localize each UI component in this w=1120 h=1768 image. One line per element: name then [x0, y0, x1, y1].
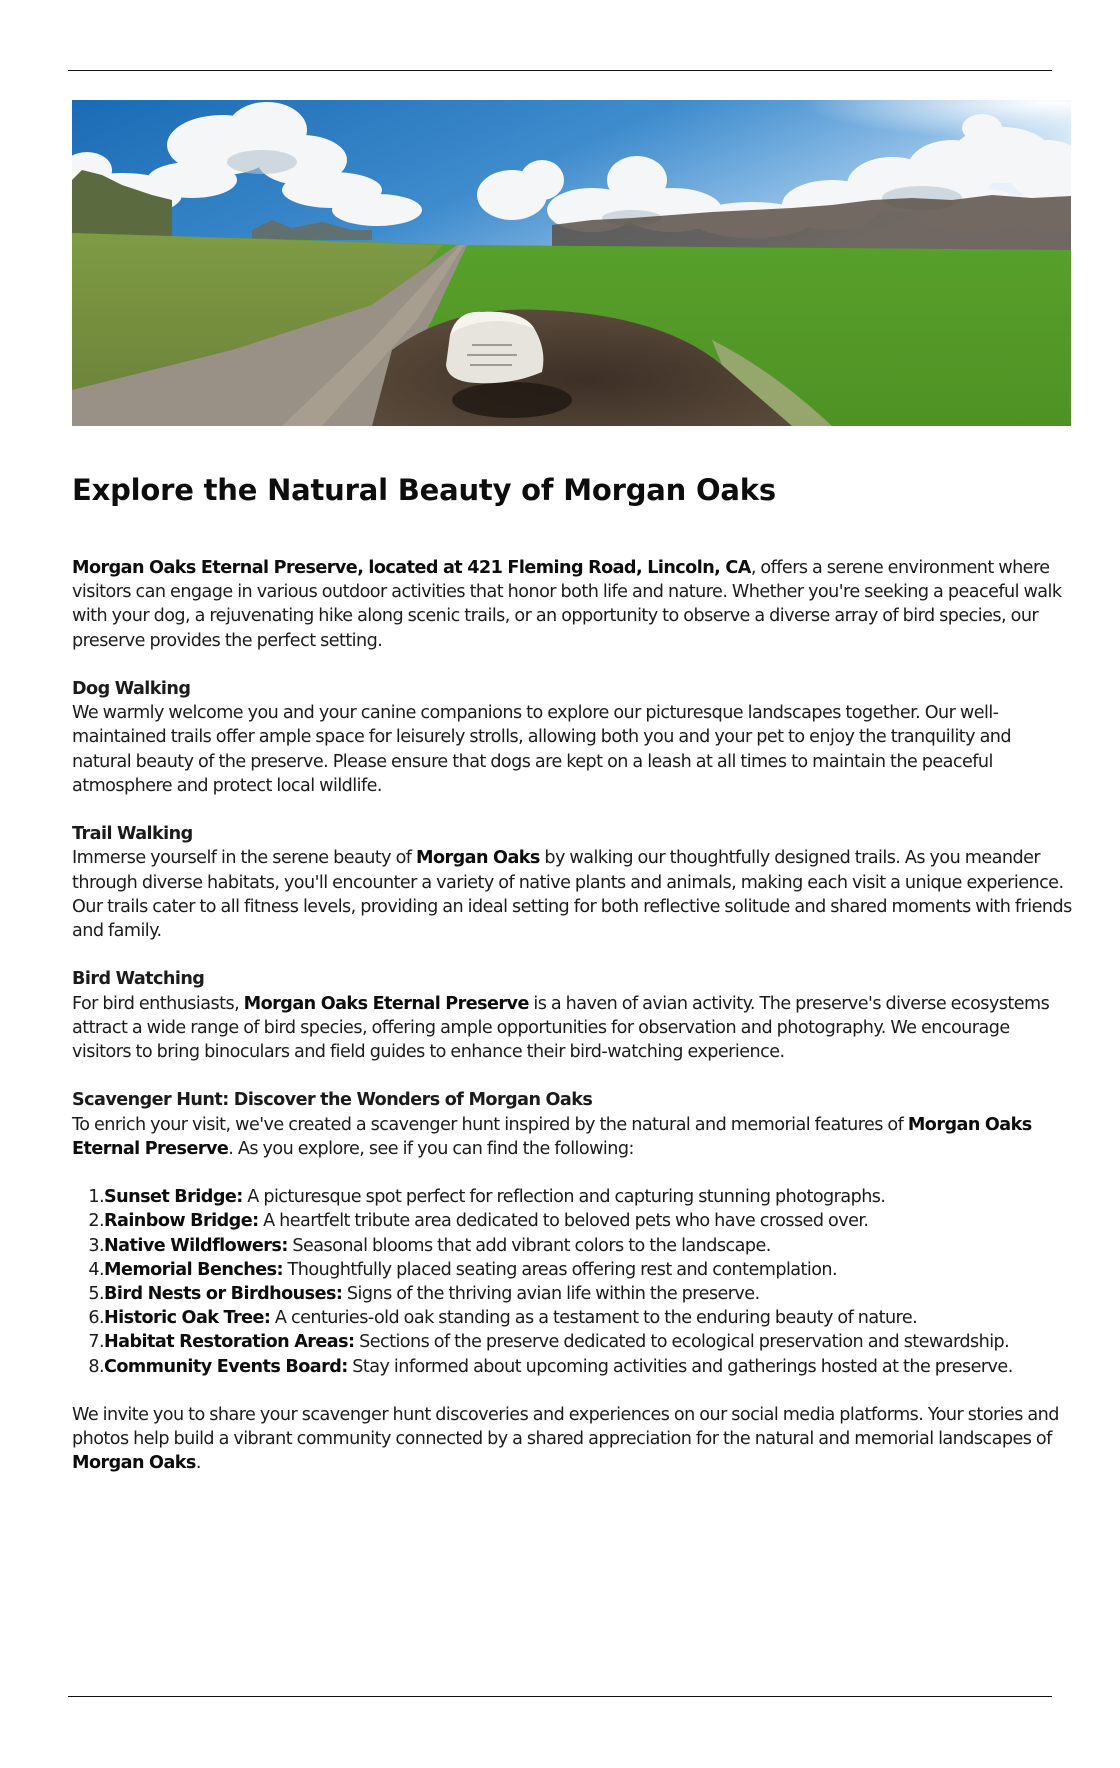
item-name: Memorial Benches: — [104, 1259, 284, 1280]
closing-paragraph — [72, 1403, 1072, 1476]
section-scavenger-hunt — [72, 1088, 1072, 1161]
item-name: Bird Nests or Birdhouses: — [104, 1284, 343, 1305]
item-name: Sunset Bridge: — [104, 1187, 243, 1208]
item-description: A centuries-old oak standing as a testament to the enduring beauty of nature. — [270, 1308, 918, 1329]
section-body: We warmly welcome you and your canine companions to explore our picturesque landscapes together. Our well-maintained trails offer ample space for leisurely strolls, allowing both you and your pet to enjoy the tranquility and natural beauty of the preserve. Please ensure that dogs are kept on a leash at all times to maintain the peaceful atmosphere and protect local wildlife. — [72, 703, 1012, 796]
section-title: Scavenger Hunt: Discover the Wonders of Morgan Oaks — [72, 1090, 593, 1111]
page-title: Explore the Natural Beauty of Morgan Oaks — [72, 473, 776, 507]
section-body: Immerse yourself in the serene beauty of — [72, 848, 416, 869]
item-name: Community Events Board: — [104, 1356, 348, 1377]
item-description: Thoughtfully placed seating areas offering rest and contemplation. — [283, 1259, 838, 1280]
section-body-cont: . As you explore, see if you can find the following: — [228, 1138, 634, 1159]
item-number: 8. — [88, 1356, 104, 1377]
item-number: 4. — [88, 1259, 104, 1280]
list-item — [72, 1282, 1072, 1306]
list-item — [72, 1185, 1072, 1209]
section-bold: Morgan Oaks Eternal Preserve — [243, 993, 529, 1014]
item-description: Stay informed about upcoming activities and gatherings hosted at the preserve. — [347, 1356, 1013, 1377]
item-number: 2. — [88, 1211, 104, 1232]
closing-bold: Morgan Oaks — [72, 1453, 196, 1474]
list-item — [72, 1234, 1072, 1258]
closing-text: We invite you to share your scavenger hunt discoveries and experiences on our social media platforms. Your stories and photos help build a vibrant community connected by a shared appreciation for the natural and memorial landscapes of — [72, 1405, 1059, 1450]
item-description: A heartfelt tribute area dedicated to beloved pets who have crossed over. — [258, 1211, 869, 1232]
item-number: 3. — [88, 1235, 104, 1256]
item-description: A picturesque spot perfect for reflection and capturing stunning photographs. — [242, 1187, 886, 1208]
section-bold: Morgan Oaks Eternal Preserve — [72, 1114, 1032, 1159]
list-item — [72, 1355, 1072, 1379]
intro-text: , offers a serene environment where visitors can engage in various outdoor activities that honor both life and nature. Whether you're seeking a peaceful walk with your dog, a rejuvenating hike along scenic trails, or an opportunity to observe a diverse array of bird species, our preserve provides the perfect setting. — [72, 558, 1062, 651]
item-number: 1. — [88, 1187, 104, 1208]
section-body: For bird enthusiasts, — [72, 993, 244, 1014]
section-body: To enrich your visit, we've created a scavenger hunt inspired by the natural and memorial features of — [72, 1114, 908, 1135]
item-name: Habitat Restoration Areas: — [104, 1332, 355, 1353]
item-number: 5. — [88, 1284, 104, 1305]
item-description: Seasonal blooms that add vibrant colors to the landscape. — [287, 1235, 771, 1256]
header-divider — [68, 70, 1052, 71]
section-trail-walking — [72, 822, 1072, 943]
item-name: Rainbow Bridge: — [104, 1211, 259, 1232]
list-item — [72, 1306, 1072, 1330]
section-dog-walking — [72, 677, 1072, 798]
section-title: Trail Walking — [72, 824, 193, 845]
main-content — [72, 470, 1072, 1476]
item-name: Native Wildflowers: — [104, 1235, 288, 1256]
footer-divider — [68, 1696, 1052, 1697]
item-description: Signs of the thriving avian life within the preserve. — [342, 1284, 760, 1305]
list-item — [72, 1209, 1072, 1233]
section-body-cont: by walking our thoughtfully designed trails. As you meander through diverse habitats, you'll encounter a variety of native plants and animals, making each visit a unique experience. Our trails cater to all fitness levels, providing an ideal setting for both reflective solitude and shared moments with friends and family. — [72, 848, 1072, 942]
intro-bold: Morgan Oaks Eternal Preserve, located at 421 Fleming Road, Lincoln, CA — [72, 558, 751, 578]
intro-paragraph — [72, 556, 1072, 653]
list-item — [72, 1258, 1072, 1282]
closing-end: . — [195, 1453, 201, 1474]
section-bold: Morgan Oaks — [416, 848, 540, 869]
item-name: Historic Oak Tree: — [104, 1308, 271, 1329]
section-bird-watching — [72, 967, 1072, 1064]
item-number: 6. — [88, 1308, 104, 1329]
scavenger-hunt-list — [72, 1185, 1072, 1379]
hero-image — [72, 100, 1071, 426]
item-description: Sections of the preserve dedicated to ecological preservation and stewardship. — [354, 1332, 1010, 1353]
section-title: Bird Watching — [72, 969, 205, 990]
list-item — [72, 1330, 1072, 1354]
section-body-cont: is a haven of avian activity. The preserve's diverse ecosystems attract a wide range of bird species, offering ample opportunities for observation and photography. We encourage visitors to bring binoculars and field guides to enhance their bird-watching experience. — [72, 993, 1050, 1063]
landscape-photo — [72, 100, 1071, 426]
item-number: 7. — [88, 1332, 104, 1353]
section-title: Dog Walking — [72, 679, 191, 699]
